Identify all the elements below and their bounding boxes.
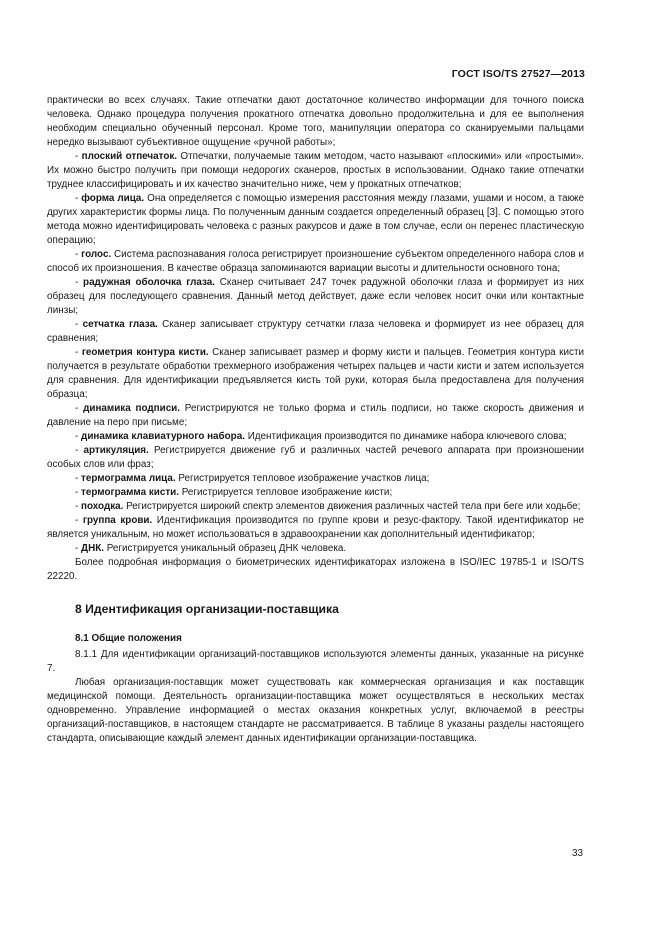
paragraph-more-info: Более подробная информация о биометрических идентификаторах изложена в ISO/IEC 19785-1 и ISO/TS 22220. bbox=[47, 557, 584, 582]
list-item-term: радужная оболочка глаза. bbox=[83, 277, 216, 288]
list-item-text: Сканер записывает структуру сетчатки глаза человека и формирует из нее образец для сравнения; bbox=[47, 319, 584, 344]
list-item-term: походка. bbox=[81, 501, 124, 512]
list-item: - ДНК. Регистрируется уникальный образец ДНК человека. bbox=[75, 543, 347, 554]
list-item: - походка. Регистрируется широкий спектр элементов движения различных частей тела при беге или ходьбе; bbox=[75, 501, 581, 512]
list-item: - геометрия контура кисти. Сканер записывает размер и форму кисти и пальцев. Геометрия контура кисти получается в результате обработки трехмерного изображения четырех пальцев и части кисти и затем используется для сравнения. Для идентификации предъявляется кисть той руки, которая была предоставлена для получения образца; bbox=[47, 347, 584, 400]
list-item-text: Сканер записывает размер и форму кисти и пальцев. Геометрия контура кисти получается в результате обработки трехмерного изображения четырех пальцев и части кисти и затем используется для сравнения. Для идентификации предъявляется кисть той руки, которая была предоставлена для получения образца; bbox=[47, 347, 584, 400]
paragraph-continuation: практически во всех случаях. Такие отпечатки дают достаточное количество информации для точного поиска человека. Однако процедура получения прокатного отпечатка довольно продолжительна и для ее выполнения необходим специально обученный персонал. Кроме того, манипуляции оператора со сканируемыми пальцами нередко вызывают субъективное ощущение «ручной работы»; bbox=[47, 95, 584, 148]
list-item: - плоский отпечаток. Отпечатки, получаемые таким методом, часто называют «плоскими» или «простыми». Их можно быстро получить при помощи недорогих сканеров, простых в использовании. Однако такие отпечатки труднее классифицировать и их качество значительно ниже, чем у прокатных отпечатков; bbox=[47, 151, 584, 190]
paragraph-8-1-1: 8.1.1 Для идентификации организаций-поставщиков используются элементы данных, указанные на рисунке 7. bbox=[47, 649, 584, 674]
list-item-term: термограмма лица. bbox=[81, 473, 176, 484]
list-item-text: Система распознавания голоса регистрирует произношение субъектом определенного набора слов и способ их произношения. В качестве образца запоминаются вариации высоты и длительности основного тона; bbox=[47, 249, 584, 274]
list-item: - группа крови. Идентификация производится по группе крови и резус-фактору. Такой идентификатор не является уникальным, но может использоваться в здравоохранении как дополнительный идентификатор; bbox=[47, 515, 584, 540]
list-item-term: форма лица. bbox=[81, 193, 145, 204]
list-item-term: плоский отпечаток. bbox=[81, 151, 178, 162]
list-item-text: Регистрируется уникальный образец ДНК человека. bbox=[103, 543, 347, 554]
list-item-term: голос. bbox=[81, 249, 112, 260]
list-item: - термограмма кисти. Регистрируется тепловое изображение кисти; bbox=[75, 487, 393, 498]
list-item: - радужная оболочка глаза. Сканер считывает 247 точек радужной оболочки глаза и формирует из них образец для последующего сравнения. Данный метод действует, даже если человек носит очки или контактные линзы; bbox=[47, 277, 584, 316]
list-item-text: Сканер считывает 247 точек радужной оболочки глаза и формирует из них образец для последующего сравнения. Данный метод действует, даже если человек носит очки или контактные линзы; bbox=[47, 277, 584, 316]
list-item-term: динамика клавиатурного набора. bbox=[81, 431, 245, 442]
list-item: - сетчатка глаза. Сканер записывает структуру сетчатки глаза человека и формирует из нее образец для сравнения; bbox=[47, 319, 584, 344]
list-item-text: Идентификация производится по динамике набора ключевого слова; bbox=[244, 431, 567, 442]
section-heading: 8 Идентификация организации-поставщика bbox=[75, 602, 339, 616]
list-item-text: Регистрируется тепловое изображение участков лица; bbox=[175, 473, 430, 484]
list-item-text: Регистрируются не только форма и стиль подписи, но также скорость движения и давление на перо при письме; bbox=[47, 403, 584, 428]
list-item-term: геометрия контура кисти. bbox=[81, 347, 209, 358]
list-item-text: Регистрируется широкий спектр элементов движения различных частей тела при беге или ходьбе; bbox=[123, 501, 581, 512]
list-item: - динамика клавиатурного набора. Идентификация производится по динамике набора ключевого слова; bbox=[75, 431, 567, 442]
list-item-text: Регистрируется движение губ и различных частей речевого аппарата при произношении особых слов или фраз; bbox=[47, 445, 584, 470]
subsection-heading: 8.1 Общие положения bbox=[75, 633, 182, 644]
document-body bbox=[47, 94, 584, 746]
list-item: - форма лица. Она определяется с помощью измерения расстояния между глазами, ушами и носом, а также других характеристик формы лица. По полученным данным создается определенный образец [3]. С помощью этого метода можно идентифицировать человека с разных ракурсов и даже в том случае, если он перенес пластическую операцию; bbox=[47, 193, 584, 246]
list-item-term: сетчатка глаза. bbox=[82, 319, 158, 330]
list-item-term: группа крови. bbox=[82, 515, 153, 526]
list-item: - артикуляция. Регистрируется движение губ и различных частей речевого аппарата при произношении особых слов или фраз; bbox=[47, 445, 584, 470]
list-item-term: ДНК. bbox=[81, 543, 104, 554]
paragraph-supplier: Любая организация-поставщик может существовать как коммерческая организация и как поставщик медицинской помощи. Деятельность организации-поставщика может осуществляться в нескольких местах одновременно. Управление информацией о местах оказания конкретных услуг, включаемой в реестры организаций-поставщиков, в настоящем стандарте не рассматривается. В таблице 8 указаны разделы настоящего стандарта, описывающие каждый элемент данных идентификации организации-поставщика. bbox=[47, 677, 584, 744]
document-header: ГОСТ ISO/TS 27527—2013 bbox=[451, 68, 585, 80]
list-item: - термограмма лица. Регистрируется тепловое изображение участков лица; bbox=[75, 473, 430, 484]
list-item-text: Идентификация производится по группе крови и резус-фактору. Такой идентификатор не является уникальным, но может использоваться в здравоохранении как дополнительный идентификатор; bbox=[47, 515, 584, 540]
list-item-text: Регистрируется тепловое изображение кисти; bbox=[179, 487, 393, 498]
list-item-term: артикуляция. bbox=[83, 445, 149, 456]
list-item-text: Она определяется с помощью измерения расстояния между глазами, ушами и носом, а также других характеристик формы лица. По полученным данным создается определенный образец [3]. С помощью этого метода можно идентифицировать человека с разных ракурсов и даже в том случае, если он перенес пластическую операцию; bbox=[47, 193, 584, 246]
page-number: 33 bbox=[572, 848, 583, 859]
list-item: - динамика подписи. Регистрируются не только форма и стиль подписи, но также скорость движения и давление на перо при письме; bbox=[47, 403, 584, 428]
list-item-term: динамика подписи. bbox=[83, 403, 180, 414]
list-item-term: термограмма кисти. bbox=[81, 487, 179, 498]
list-item-text: Отпечатки, получаемые таким методом, часто называют «плоскими» или «простыми». Их можно быстро получить при помощи недорогих сканеров, простых в использовании. Однако такие отпечатки труднее классифицировать и их качество значительно ниже, чем у прокатных отпечатков; bbox=[47, 151, 584, 190]
list-item: - голос. Система распознавания голоса регистрирует произношение субъектом определенного набора слов и способ их произношения. В качестве образца запоминаются вариации высоты и длительности основного тона; bbox=[47, 249, 584, 274]
